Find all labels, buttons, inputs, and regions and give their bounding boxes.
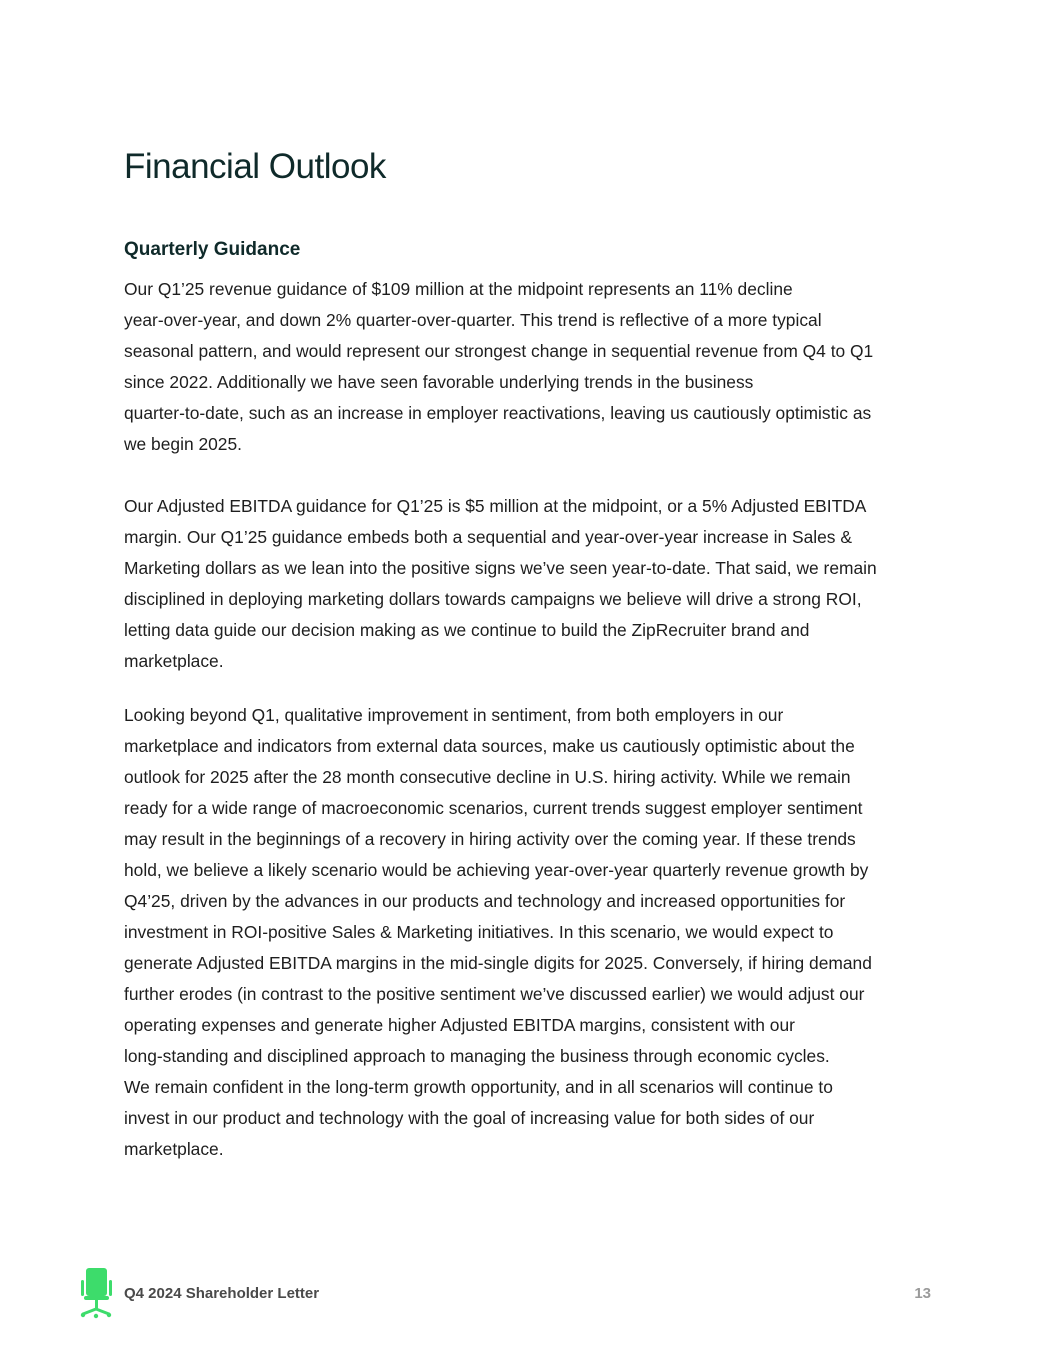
chair-logo-icon [79,1266,113,1320]
paragraph-line: Our Q1’25 revenue guidance of $109 million at the midpoint represents an 11% decline [124,279,793,299]
paragraph-outlook-2025 [124,700,936,1165]
paragraph-line: Our Adjusted EBITDA guidance for Q1’25 is $5 million at the midpoint, or a 5% Adjusted EBITDA [124,496,867,516]
page-title: Financial Outlook [124,147,386,186]
paragraph-line: outlook for 2025 after the 28 month consecutive decline in U.S. hiring activity. While we remain [124,767,851,787]
paragraph-line: margin. Our Q1’25 guidance embeds both a sequential and year-over-year increase in Sales & [124,527,852,547]
paragraph-line: year-over-year, and down 2% quarter-over-quarter. This trend is reflective of a more typical [124,310,822,330]
paragraph-line: quarter-to-date, such as an increase in employer reactivations, leaving us cautiously optimistic as [124,403,872,423]
paragraph-line: ready for a wide range of macroeconomic scenarios, current trends suggest employer sentiment [124,798,863,818]
paragraph-line: We remain confident in the long-term growth opportunity, and in all scenarios will continue to [124,1077,833,1097]
paragraph-line: long-standing and disciplined approach to managing the business through economic cycles. [124,1046,830,1066]
paragraph-revenue-guidance [124,274,936,460]
paragraph-line: Q4’25, driven by the advances in our products and technology and increased opportunities for [124,891,846,911]
paragraph-line: marketplace. [124,651,224,671]
paragraph-line: further erodes (in contrast to the positive sentiment we’ve discussed earlier) we would adjust our [124,984,865,1004]
paragraph-line: seasonal pattern, and would represent our strongest change in sequential revenue from Q4 to Q1 [124,341,874,361]
section-heading-quarterly-guidance: Quarterly Guidance [124,239,301,260]
paragraph-line: we begin 2025. [124,434,242,454]
paragraph-line: Marketing dollars as we lean into the positive signs we’ve seen year-to-date. That said, we remain [124,558,877,578]
paragraph-line: generate Adjusted EBITDA margins in the mid-single digits for 2025. Conversely, if hiring demand [124,953,872,973]
paragraph-line: Looking beyond Q1, qualitative improvement in sentiment, from both employers in our [124,705,784,725]
footer-document-title: Q4 2024 Shareholder Letter [124,1285,320,1302]
paragraph-line: hold, we believe a likely scenario would be achieving year-over-year quarterly revenue growth by [124,860,869,880]
paragraph-line: invest in our product and technology with the goal of increasing value for both sides of our [124,1108,815,1128]
paragraph-line: may result in the beginnings of a recovery in hiring activity over the coming year. If these trends [124,829,856,849]
paragraph-ebitda-guidance [124,491,936,677]
paragraph-line: investment in ROI-positive Sales & Marketing initiatives. In this scenario, we would expect to [124,922,834,942]
paragraph-line: since 2022. Additionally we have seen favorable underlying trends in the business [124,372,754,392]
paragraph-line: disciplined in deploying marketing dollars towards campaigns we believe will drive a strong ROI, [124,589,862,609]
paragraph-line: marketplace and indicators from external data sources, make us cautiously optimistic about the [124,736,855,756]
page-number: 13 [914,1285,931,1302]
paragraph-line: operating expenses and generate higher Adjusted EBITDA margins, consistent with our [124,1015,795,1035]
page-footer [0,1266,1055,1322]
paragraph-line: letting data guide our decision making as we continue to build the ZipRecruiter brand and [124,620,810,640]
paragraph-line: marketplace. [124,1139,224,1159]
